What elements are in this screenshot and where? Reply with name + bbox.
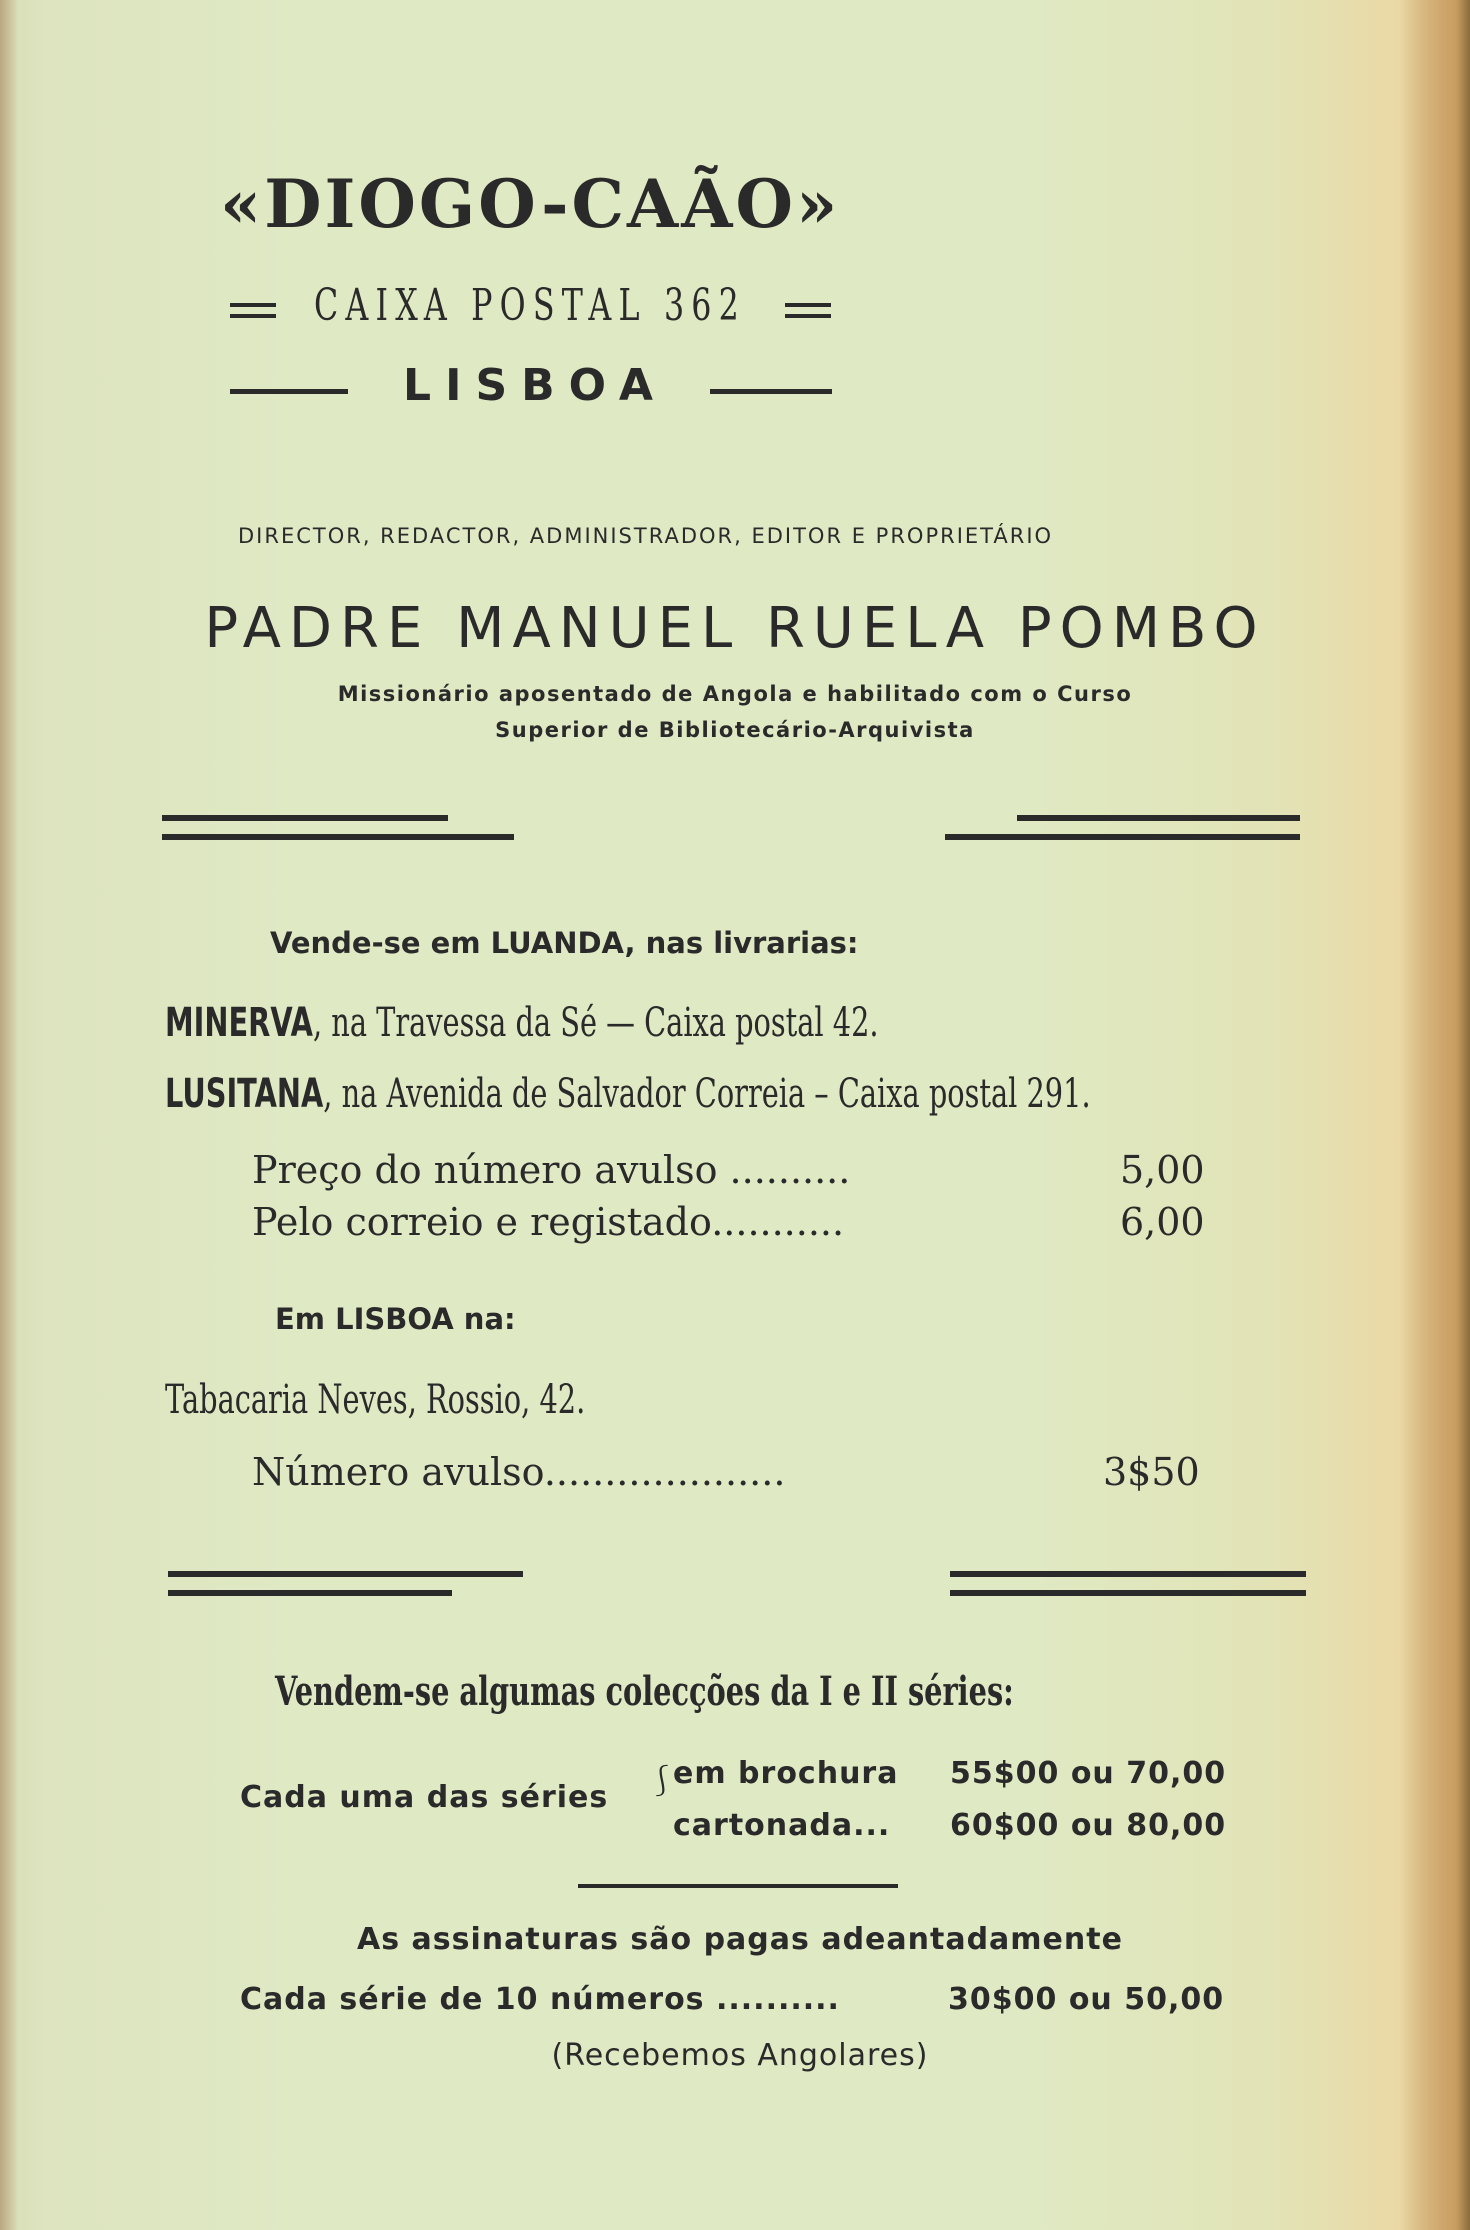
separator-rule-6 [168,1590,452,1596]
luanda-heading: Vende-se em LUANDA, nas livrarias: [270,926,859,960]
postal-rule-left-top [230,303,276,307]
page-edge-left [0,0,18,2230]
series-option-brochura-label: em brochura [673,1756,899,1791]
credential-line-2: Superior de Bibliotecário-Arquivista [495,718,975,742]
series-option-brochura-price: 55$00 ou 70,00 [950,1756,1227,1791]
lisboa-heading: Em LISBOA na: [275,1302,516,1336]
lisboa-price-value: 3$50 [1103,1450,1200,1494]
subscription-label: Cada série de 10 números .......... [240,1982,840,2017]
series-option-cartonada-price: 60$00 ou 80,00 [950,1808,1227,1843]
short-rule [578,1884,898,1888]
shop-lusitana-name: LUSITANA [165,1071,324,1117]
currency-note: (Recebemos Angolares) [551,2038,929,2073]
price-mail-value: 6,00 [1120,1200,1205,1244]
credential-line-1: Missionário aposentado de Angola e habilitado com o Curso [337,682,1133,706]
city-name: LISBOA [403,360,667,411]
separator-rule-8 [950,1590,1306,1596]
shop-lusitana-address: , na Avenida de Salvador Correia – Caixa postal 291. [323,1071,1091,1117]
shop-minerva-address: , na Travessa da Sé — Caixa postal 42. [312,1000,879,1046]
postal-rule-right-top [785,303,831,307]
series-label: Cada uma das séries [240,1780,609,1815]
separator-rule-4 [945,834,1300,840]
lisboa-price-label: Número avulso.................... [252,1450,786,1494]
separator-rule-1 [162,815,448,821]
separator-rule-2 [162,834,514,840]
lisboa-shop: Tabacaria Neves, Rossio, 42. [165,1377,586,1423]
shop-minerva-name: MINERVA [165,1000,313,1046]
city-rule-right [710,389,832,394]
price-single-value: 5,00 [1120,1148,1205,1192]
series-brace: ⎰ [647,1764,678,1799]
subscription-price: 30$00 ou 50,00 [948,1982,1225,2017]
page-edge-right [1400,0,1470,2230]
series-option-cartonada-label: cartonada... [673,1808,891,1843]
city-rule-left [230,389,348,394]
shop-minerva [165,1000,879,1046]
separator-rule-7 [950,1571,1306,1577]
price-single-label: Preço do número avulso .......... [252,1148,851,1192]
staff-roles: DIRECTOR, REDACTOR, ADMINISTRADOR, EDITOR E PROPRIETÁRIO [238,524,1054,548]
postal-rule-right-bottom [785,314,831,318]
separator-rule-3 [1017,815,1300,821]
postal-rule-left-bottom [230,314,276,318]
subscription-note: As assinaturas são pagas adeantadamente [357,1922,1123,1957]
postal-box: CAIXA POSTAL 362 [313,280,747,331]
series-heading: Vendem-se algumas colecções da I e II séries: [275,1668,1014,1715]
publication-title: «DIOGO-CAÃO» [220,165,841,243]
shop-lusitana [165,1071,1091,1117]
separator-rule-5 [168,1571,523,1577]
director-name: PADRE MANUEL RUELA POMBO [204,596,1266,661]
price-mail-label: Pelo correio e registado........... [252,1200,845,1244]
